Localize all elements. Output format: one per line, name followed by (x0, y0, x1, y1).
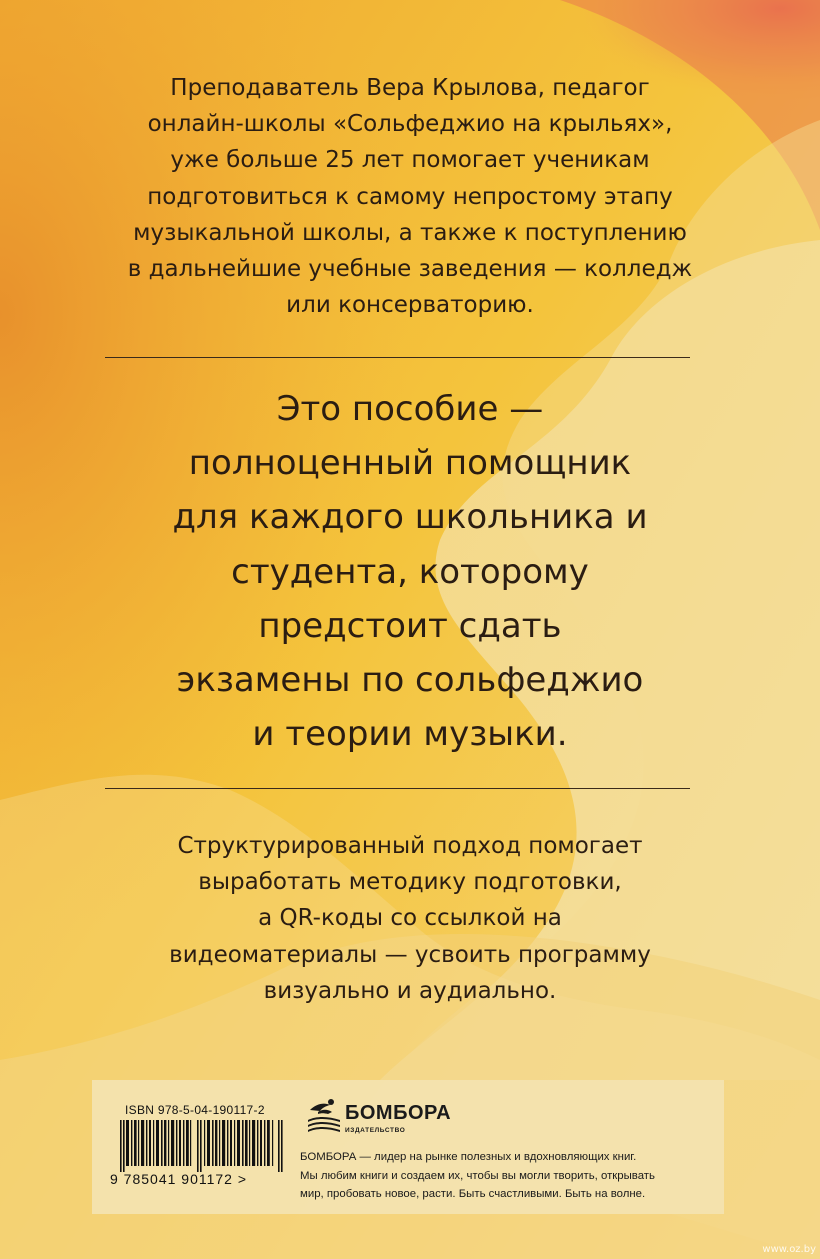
blurb-line: БОМБОРА — лидер на рынке полезных и вдохновляющих книг. (300, 1151, 637, 1163)
outro-line: видеоматериалы — усвоить программу (169, 941, 651, 968)
outro-paragraph (60, 828, 760, 1009)
intro-line: онлайн-школы «Сольфеджио на крыльях», (147, 111, 673, 138)
watermark: www.oz.by (762, 1244, 816, 1255)
headline-line: для каждого школьника и (172, 497, 648, 538)
intro-line: подготовиться к самому непростому этапу (147, 183, 673, 210)
headline-line: экзамены по сольфеджио (176, 660, 644, 701)
publisher-subtitle: ИЗДАТЕЛЬСТВО (345, 1127, 406, 1134)
headline-line: предстоит сдать (258, 605, 562, 646)
blurb-line: Мы любим книги и создаем их, чтобы вы могли творить, открывать (300, 1169, 655, 1182)
divider-bottom (105, 788, 690, 789)
headline-line: Это пособие — (276, 389, 544, 429)
headline-line: студента, которому (231, 551, 589, 592)
intro-line: уже больше 25 лет помогает ученикам (170, 147, 650, 174)
bombora-logo-icon (306, 1096, 342, 1134)
outro-line: выработать методику подготовки, (198, 869, 622, 896)
headline-line: полноценный помощник (188, 443, 632, 484)
blurb-line: мир, пробовать новое, расти. Быть счастливыми. Быть на волне. (300, 1188, 646, 1201)
divider-top (105, 357, 690, 358)
intro-line: музыкальной школы, а также к поступлению (133, 219, 687, 246)
barcode-digits: 9 785041 901172 > (110, 1171, 248, 1187)
intro-line: или консерваторию. (286, 292, 534, 319)
outro-line: визуально и аудиально. (263, 977, 557, 1004)
publisher-blurb (300, 1148, 720, 1204)
intro-line: Преподаватель Вера Крылова, педагог (170, 75, 650, 101)
headline-line: и теории музыки. (252, 714, 568, 755)
intro-line: в дальнейшие учебные заведения — колледж (127, 256, 693, 283)
intro-paragraph (60, 70, 760, 323)
outro-line: Структурированный подход помогает (177, 833, 643, 859)
publisher-name: БОМБОРА (345, 1102, 452, 1124)
headline-paragraph (60, 382, 760, 761)
outro-line: а QR-коды со ссылкой на (258, 905, 562, 932)
isbn-label: ISBN 978-5-04-190117-2 (125, 1103, 265, 1117)
barcode (120, 1120, 285, 1172)
